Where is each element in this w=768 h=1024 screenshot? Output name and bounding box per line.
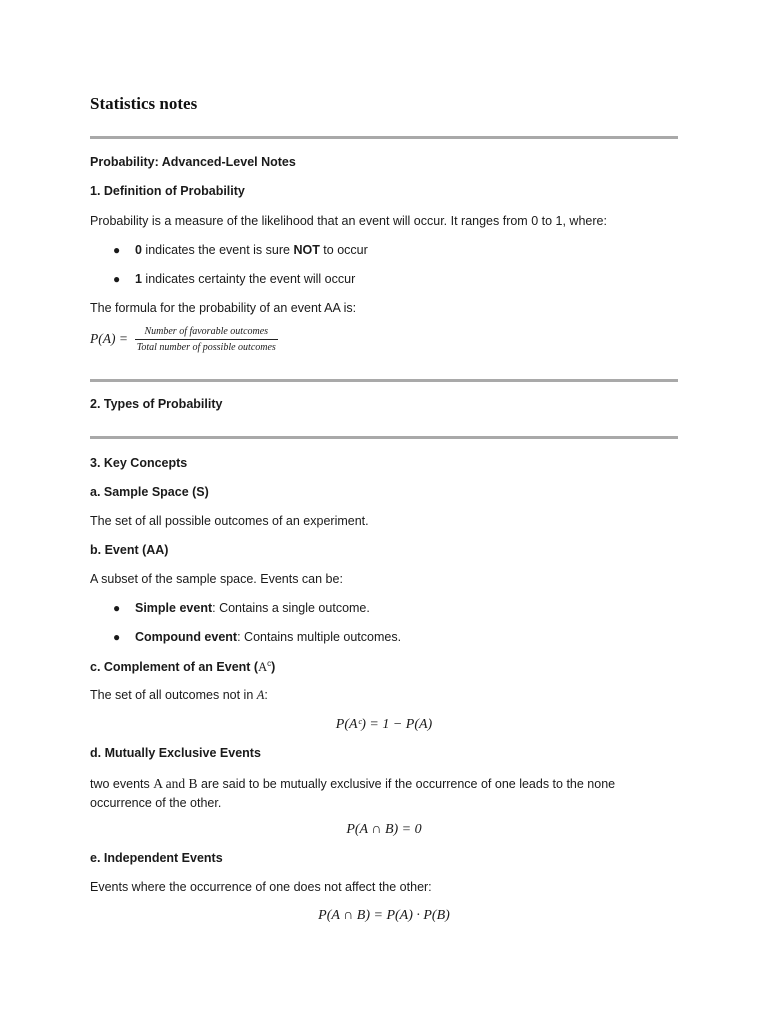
mutually-exclusive-heading: d. Mutually Exclusive Events [90,746,261,760]
event-text: A subset of the sample space. Events can be: [90,572,343,586]
bullet-icon: ● [113,272,121,286]
section-1-heading: 1. Definition of Probability [90,184,245,198]
formula-numerator: Number of favorable outcomes [135,326,278,340]
complement-text [90,688,268,703]
bullet-bold: Compound event [135,630,238,644]
independent-events-formula: P(A ∩ B) = P(A) · P(B) [318,908,450,923]
heading-text: ) [271,660,276,675]
bullet-bold: 1 [135,272,142,286]
complement-heading [90,659,275,675]
definition-text: Probability is a measure of the likelihood that an event will occur. It ranges from 0 to 1, where: [90,214,607,228]
bullet-text: to occur [319,243,368,257]
bullet-text: : Contains a single outcome. [212,601,370,615]
text: The set of all outcomes not in [90,688,257,702]
document-title: Statistics notes [90,94,198,113]
mutually-exclusive-text [90,774,650,813]
bullet-item-simple-event [135,601,370,615]
complement-formula: P(Aᶜ) = 1 − P(A) [335,717,433,732]
sample-space-heading: a. Sample Space (S) [90,485,209,499]
heading-text: c. Complement of an Event ( [90,660,259,675]
bullet-item-one [135,272,355,286]
bullet-icon: ● [113,630,121,644]
bullet-icon: ● [113,601,121,615]
bullet-bold: 0 [135,243,142,257]
heading-symbol: A [258,660,268,675]
event-heading: b. Event (AA) [90,543,169,557]
section-3-heading: 3. Key Concepts [90,456,188,470]
section-2-heading: 2. Types of Probability [90,397,223,411]
main-heading: Probability: Advanced-Level Notes [90,155,296,169]
bullet-text: indicates the event is sure [141,243,294,257]
heading-superscript: c [267,659,272,668]
sample-space-text: The set of all possible outcomes of an experiment. [90,514,369,528]
bullet-icon: ● [113,243,121,257]
math-symbol: A and B [153,776,198,791]
bullet-emphasis: NOT [293,243,320,257]
math-symbol: A [256,688,265,702]
formula-intro: The formula for the probability of an event AA is: [90,301,357,315]
formula-denominator: Total number of possible outcomes [136,342,276,353]
text: two events [90,777,154,791]
text: are said to be mutually exclusive if the occurrence of one leads to the none occurrence of the other. [90,777,616,810]
text: : [264,688,268,702]
independent-events-text: Events where the occurrence of one does not affect the other: [90,880,432,894]
independent-events-heading: e. Independent Events [90,851,223,865]
mutually-exclusive-formula: P(A ∩ B) = 0 [346,822,422,837]
formula-fraction [135,326,278,353]
bullet-item-compound-event [135,630,401,644]
probability-formula [90,326,278,353]
bullet-text: indicates certainty the event will occur [141,272,356,286]
divider [90,379,678,382]
bullet-text: : Contains multiple outcomes. [237,630,402,644]
formula-lhs: P(A) = [90,331,128,347]
bullet-bold: Simple event [135,601,213,615]
bullet-item-zero [135,243,368,257]
divider [90,136,678,139]
divider [90,436,678,439]
